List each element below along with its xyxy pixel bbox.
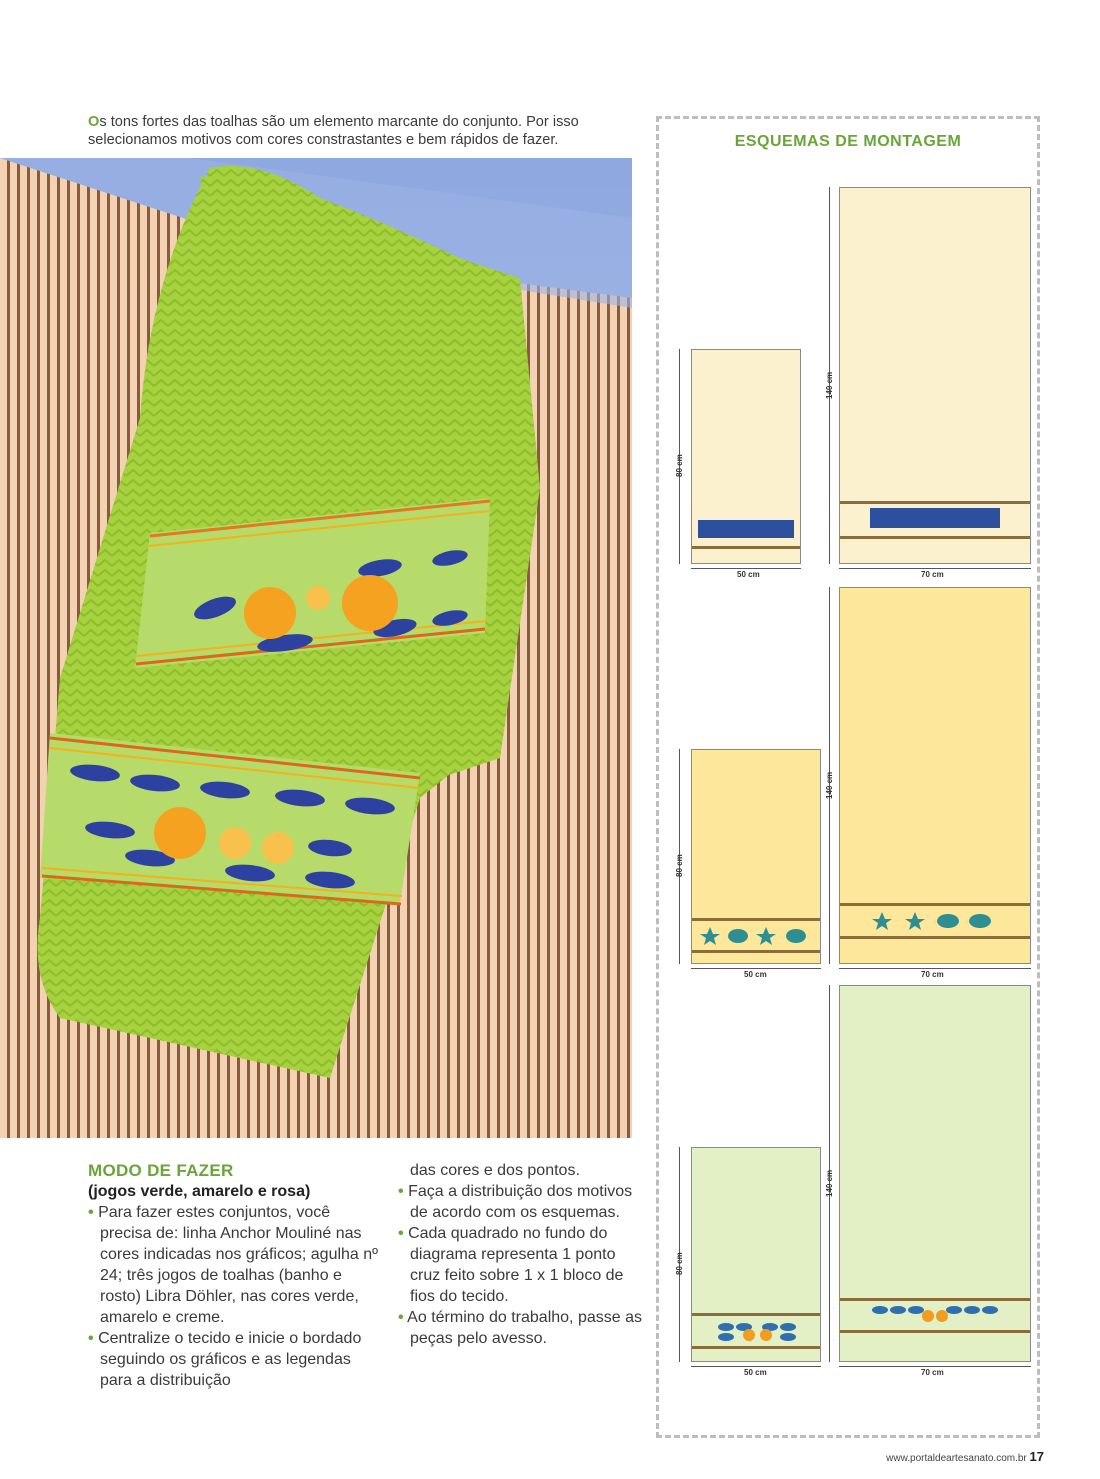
large-height-label: 140 cm (825, 371, 834, 399)
bullet-icon: • (398, 1225, 404, 1242)
intro-paragraph (88, 113, 628, 149)
width-dimension-line (839, 568, 1031, 569)
instructions-subtitle: (jogos verde, amarelo e rosa) (88, 1183, 311, 1200)
instruction-text: Ao término do trabalho, passe as peças pelo avesso. (407, 1309, 642, 1347)
instruction-item (398, 1307, 648, 1349)
embroidery-band (698, 925, 814, 947)
large-height-label: 140 cm (825, 771, 834, 799)
instruction-item (88, 1328, 378, 1391)
border-stripe (840, 936, 1030, 939)
border-stripe (692, 918, 820, 921)
width-dimension-line (839, 1366, 1031, 1367)
large-towel-diagram (839, 187, 1031, 564)
bullet-icon: • (398, 1309, 404, 1326)
large-width-label: 70 cm (921, 1368, 944, 1377)
shell-orange-motif (716, 1320, 798, 1342)
towel-photo (0, 158, 632, 1138)
small-towel-diagram (691, 1147, 821, 1362)
large-towel-diagram (839, 587, 1031, 964)
width-dimension-line (691, 568, 801, 569)
small-width-label: 50 cm (744, 970, 767, 979)
small-towel-diagram (691, 349, 801, 564)
bullet-icon: • (398, 1183, 404, 1200)
footer-url: www.portaldeartesanato.com.br (886, 1453, 1027, 1464)
intro-dropcap: O (88, 114, 100, 130)
instruction-item (398, 1223, 648, 1307)
embroidery-band (870, 1304, 1000, 1326)
instructions-column-2 (398, 1160, 648, 1349)
embroidery-band (716, 1320, 796, 1342)
embroidery-band (870, 508, 1000, 528)
bullet-icon: • (88, 1204, 94, 1221)
width-dimension-line (839, 968, 1031, 969)
border-stripe (840, 501, 1030, 504)
intro-text: s tons fortes das toalhas são um elemento marcante do conjunto. Por isso selecionamos motivos com cores constrastantes e bem rápidos de fazer. (88, 114, 579, 148)
instruction-text: Centralize o tecido e inicie o bordado seguindo os gráficos e as legendas para a distribuição (98, 1330, 362, 1389)
border-stripe (692, 950, 820, 953)
width-dimension-line (691, 1366, 821, 1367)
small-width-label: 50 cm (744, 1368, 767, 1377)
instruction-continuation: das cores e dos pontos. (410, 1162, 580, 1179)
assembly-schemes-panel (656, 116, 1040, 1438)
border-stripe (840, 1330, 1030, 1333)
large-towel-diagram (839, 985, 1031, 1362)
large-height-label: 140 cm (825, 1169, 834, 1197)
embroidery-band (698, 520, 794, 538)
panel-title: ESQUEMAS DE MONTAGEM (734, 133, 962, 150)
border-stripe (692, 1346, 820, 1349)
large-width-label: 70 cm (921, 970, 944, 979)
border-stripe (692, 1313, 820, 1316)
shell-orange-motif (870, 1304, 1000, 1326)
small-height-label: 80 cm (675, 854, 684, 877)
large-width-label: 70 cm (921, 570, 944, 579)
starfish-fish-motif (698, 925, 816, 947)
page-number: 17 (1029, 1449, 1044, 1464)
instructions-title: MODO DE FAZER (88, 1161, 234, 1180)
small-towel-diagram (691, 749, 821, 964)
instruction-item (88, 1202, 378, 1328)
width-dimension-line (691, 968, 821, 969)
page-footer (886, 1449, 1044, 1464)
instructions-column-1 (88, 1160, 378, 1391)
border-stripe (840, 536, 1030, 539)
border-stripe (840, 1298, 1030, 1301)
towel-photo-illustration (0, 158, 632, 1138)
small-height-label: 80 cm (675, 454, 684, 477)
embroidery-band (870, 910, 1000, 932)
small-height-label: 80 cm (675, 1252, 684, 1275)
border-stripe (692, 546, 800, 549)
instruction-text: Para fazer estes conjuntos, você precisa de: linha Anchor Mouliné nas cores indicadas nos gráficos; agulha nº 24; três jogos de toalhas (banho e rosto) Libra Döhler, nas cores verde, amarelo e creme. (98, 1204, 379, 1326)
instruction-text: Faça a distribuição dos motivos de acordo com os esquemas. (408, 1183, 633, 1221)
border-stripe (840, 903, 1030, 906)
instruction-text: Cada quadrado no fundo do diagrama representa 1 ponto cruz feito sobre 1 x 1 bloco de fios do tecido. (408, 1225, 624, 1305)
bullet-icon: • (88, 1330, 94, 1347)
instruction-item (398, 1181, 648, 1223)
starfish-fish-motif (870, 910, 1000, 932)
small-width-label: 50 cm (737, 570, 760, 579)
